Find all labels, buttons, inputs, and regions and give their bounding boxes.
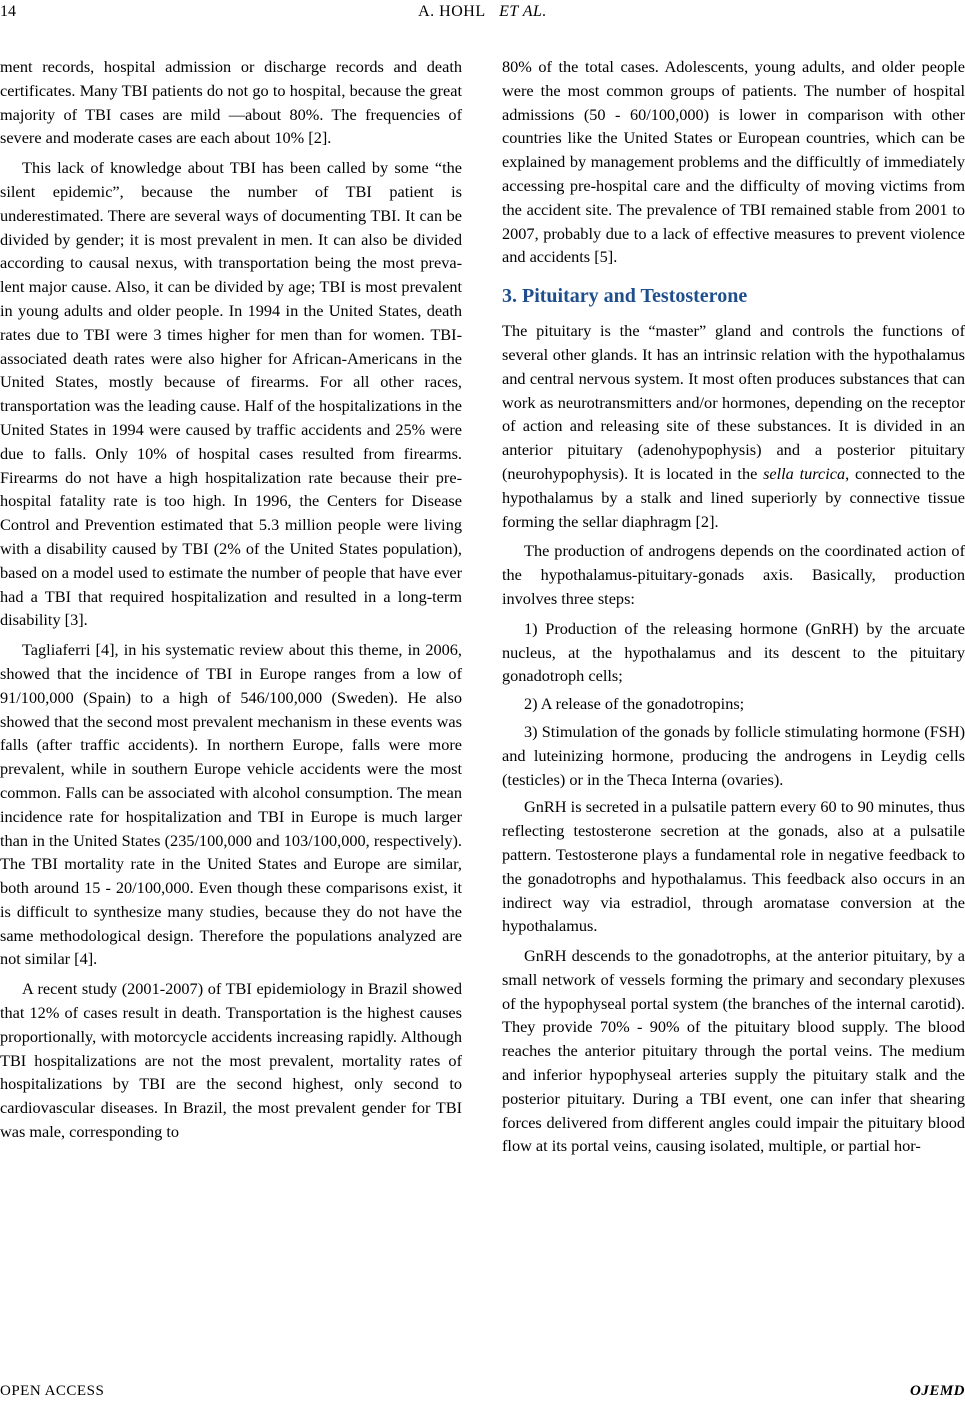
- journal-name: OJEMD: [909, 1383, 965, 1399]
- paragraph: A recent study (2001-2007) of TBI epidemiology in Brazil showed that 12% of cases result in death. Transportation is the highest causes proportionally, with motorcycle accidents increasing rapidly. Although TBI hospitalizations are not the most prevalent, mortality rates of hospitalizations by TBI are the second highest, only second to cardiovascular diseases. In Brazil, the most prevalent gender for TBI was male, corresponding to: [0, 979, 462, 1142]
- open-access-label: OPEN ACCESS: [0, 1383, 105, 1399]
- paragraph: [502, 319, 965, 533]
- running-head-et-al: ET AL.: [499, 3, 547, 20]
- page-footer: [0, 1375, 965, 1411]
- section-heading: 3. Pituitary and Testosterone: [502, 285, 748, 308]
- paragraph-text: , connected to the hypothalamus by a stalk and lined superiorly by connective tissue forming the sellar diaphragm [2].: [502, 463, 965, 531]
- list-item: 3) Stimulation of the gonads by follicle stimulating hormone (FSH) and luteinizing hormone, producing the androgens in Leydig cells (testicles) or in the Theca Interna (ovaries).: [502, 721, 965, 789]
- left-column: [0, 55, 462, 1150]
- page-number: 14: [0, 3, 16, 20]
- paragraph: GnRH descends to the gonadotrophs, at the anterior pituitary, by a small network of vessels forming the primary and secondary plexuses of the hypophyseal portal system (the branches of the internal carotid). They provide 70% - 90% of the pituitary blood supply. The blood reaches the anterior pituitary through the portal veins. The medium and inferior hypophyseal arteries supply the pituitary stalk and the posterior pituitary. During a TBI event, one can infer that shearing forces delivered from different angles could impair the pituitary blood flow at its portal veins, causing isolated, multiple, or partial hor-: [502, 946, 965, 1156]
- running-head: [0, 3, 965, 21]
- paragraph: ment records, hospital admission or discharge records and death certificates. Many TBI patients do not go to hospital, because the great majority of TBI cases are mild —about 80%. The frequencies of severe and moderate cases are each about 10% [2].: [0, 57, 462, 148]
- paragraph: GnRH is secreted in a pulsatile pattern every 60 to 90 minutes, thus reflecting testosterone secretion at the gonads, also at a pulsatile pattern. Testosterone plays a fundamental role in negative feedback to the gonadotrophs and hypothalamus. This feedback also occurs in an indirect way via estradiol, through aromatase conversion at the hypothalamus.: [502, 797, 965, 936]
- italic-term: sella turcica: [763, 463, 846, 483]
- paragraph: The production of androgens depends on the coordinated action of the hypothalamus-pituitary-gonads axis. Basically, production involves three steps:: [502, 541, 965, 608]
- paragraph: Tagliaferri [4], in his systematic review about this theme, in 2006, showed that the incidence of TBI in Europe ranges from a low of 91/100,000 (Spain) to a high of 546/100,000 (Sweden). He also showed that the second most prevalent mechanism in these events was falls (after traffic accidents). In northern Europe, falls were more prevalent, while in southern Europe vehicle accidents were the most common. Falls can be associated with alcohol consumption. The mean incidence rate for hospitalization and TBI in Europe is much larger than in the United States (235/100,000 and 103/100,000, respectively). The TBI mortality rate in the United States and Europe are similar, both around 15 - 20/100,000. Even though these comparisons exist, it is difficult to synthesize many studies, because they do not have the same methodological design. Therefore the populations analyzed are not similar [4].: [0, 640, 462, 969]
- paragraph: 80% of the total cases. Adolescents, young adults, and older people were the most common groups of patients. The number of hospital admissions (50 - 60/100,000) is lower in comparison with other countries like the United States or European countries, which can be explained by management problems and the difficultly of immediately accessing pre-hospital care and the difficulty of moving victims from the accident site. The prevalence of TBI remained stable from 2001 to 2007, probably due to a lack of effective measures to prevent violence and accidents [5].: [502, 57, 965, 267]
- running-head-author: A. HOHL: [418, 3, 486, 20]
- page-header: [0, 0, 965, 30]
- paragraph: This lack of knowledge about TBI has been called by some “the silent epidemic”, because the number of TBI patient is underestimated. There are several ways of documenting TBI. It can be divided by gender; it is most prevalent in men. It can also be divided according to causal nexus, with transportation being the most prevalent major cause. Also, it can be divided by age; TBI is most prevalent in young adults and older people. In 1994 in the United States, death rates due to TBI were 3 times higher for men than for women. TBI-associated death rates were also higher for African-Americans in the United States, mostly because of firearms. For all other races, transportation was the leading cause. Half of the hospitalizations in the United States in 1994 were caused by traffic accidents and 25% were due to falls. Only 10% of hospital cases resulted from firearms. Firearms do not have a high hospitalization rate because their pre-hospital fatality rate is too high. In 1996, the Centers for Disease Control and Prevention estimated that 5.3 million people were living with a disability caused by TBI (2% of the United States population), based on a model used to estimate the number of people that have ever had a TBI that required hospitalization and resulted in a long-term disability [3].: [0, 158, 462, 630]
- paragraph-text: The pituitary is the “master” gland and controls the functions of several other glands. It has an intrinsic relation with the hypothalamus and central nervous system. It most often produces substances that can work as neurotransmitters and/or hormones, depending on the receptor of action and releasing site of these substances. It is divided in an anterior pituitary (adenohypophysis) and a posterior pituitary (neurohypophysis). It is located in the: [502, 321, 965, 483]
- list-item: 2) A release of the gonadotropins;: [524, 694, 745, 714]
- list-item: 1) Production of the releasing hormone (GnRH) by the arcuate nucleus, at the hypothalamus and its descent to the pituitary gonadotroph cells;: [502, 618, 965, 686]
- right-column: [502, 55, 965, 1164]
